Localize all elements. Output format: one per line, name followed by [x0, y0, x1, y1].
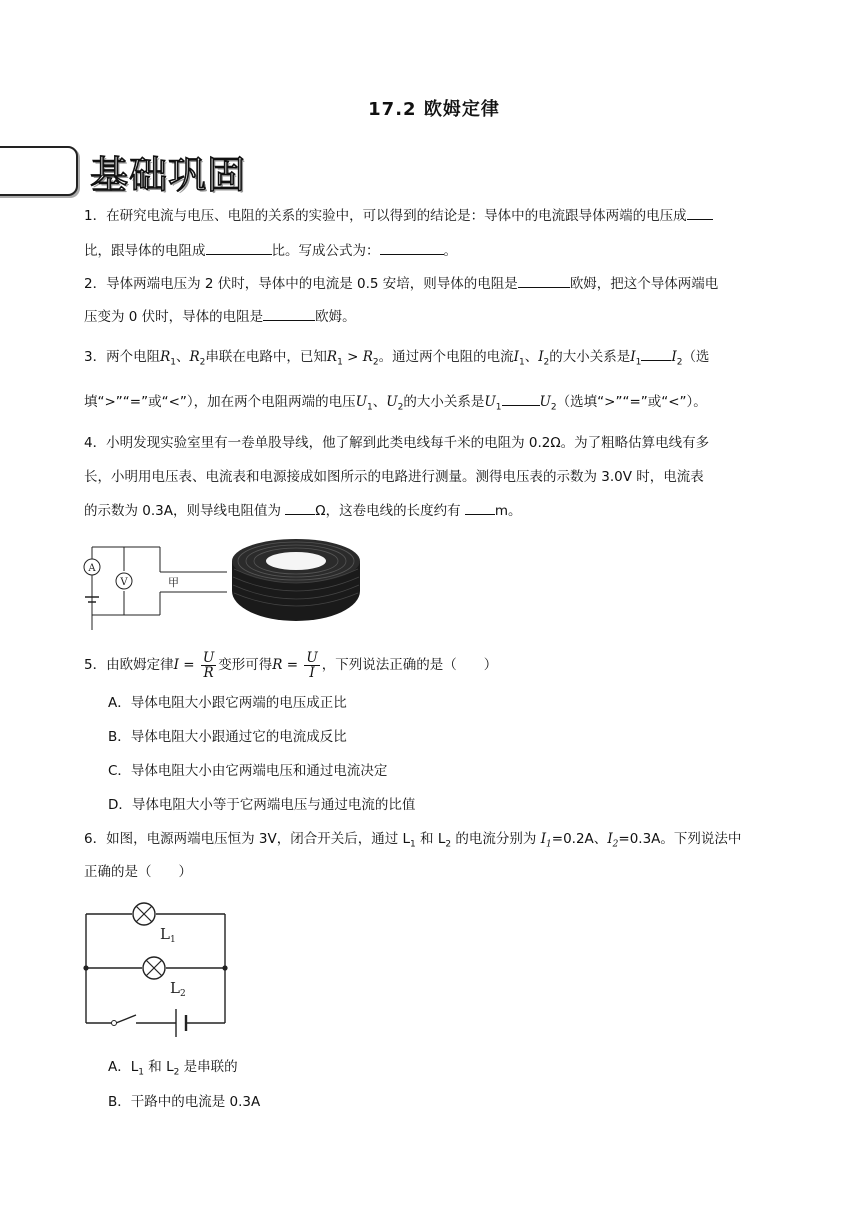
q6-circuit-figure [80, 897, 232, 1042]
q6-text-c: 的电流分别为 [451, 831, 541, 847]
q6-i1: I [540, 831, 547, 847]
q3-u1-cmp: U [484, 394, 496, 410]
q6-option-a-text-3: 是串联的 [179, 1059, 238, 1075]
q6-switch-pivot-icon [112, 1021, 117, 1026]
q4-line-1: 4．小明发现实验室里有一卷单股导线，他了解到此类电线每千米的电阻为 0.2Ω。为了粗略估算电线有多 [84, 435, 710, 451]
q2-text-1: 2．导体两端电压为 2 伏时，导体中的电流是 0.5 安培，则导体的电阻是 [84, 276, 518, 292]
q4-ammeter-label: A [88, 563, 96, 574]
q3-text-d: 的大小关系是 [549, 349, 631, 365]
q5-eq-2: = [282, 657, 303, 673]
q3-u1-sub: 1 [367, 402, 373, 413]
q3-text-b: 串联在电路中，已知 [205, 349, 327, 365]
q3-u1-cmp-sub: 1 [495, 402, 502, 413]
q5-r: R [272, 657, 283, 673]
q6-option-a[interactable] [108, 1057, 238, 1083]
q6-text-a: 6．如图，电源两端电压恒为 3V，闭合开关后，通过 L [84, 831, 411, 847]
q5-frac-2-den: I [309, 664, 315, 681]
q1-blank-2[interactable] [206, 240, 272, 255]
q3-text-f: 填“>”“=”或“<”），加在两个电阻两端的电压 [84, 394, 356, 410]
section-title: 基础巩固 [90, 153, 247, 197]
q5-frac-2-num: U [306, 649, 318, 666]
q6-line-1 [84, 829, 741, 855]
q3-comma-1: 、 [176, 349, 190, 365]
q3-i2-cmp: I [671, 349, 677, 365]
q6-text-b: 和 L [415, 831, 446, 847]
q2-line-2 [84, 306, 356, 327]
q3-gt: > [342, 349, 363, 365]
q6-i2-sub: 2 [612, 839, 619, 850]
q3-blank-1[interactable] [641, 346, 671, 361]
q4-circuit-figure [82, 535, 362, 630]
q5-option-c[interactable]: C．导体电阻大小由它两端电压和通过电流决定 [108, 763, 388, 779]
q1-line-2 [84, 240, 457, 261]
q5-frac-1 [201, 651, 216, 680]
q3-line-1 [84, 346, 709, 373]
q6-battery-icon [176, 1009, 186, 1037]
q6-text-e: =0.3A。下列说法中 [618, 831, 742, 847]
q3-r1-cmp-sub: 1 [337, 357, 343, 368]
q5-text-c: ，下列说法正确的是（ ） [321, 657, 498, 673]
q3-r2-cmp: R [362, 349, 373, 365]
q3-i2-cmp-sub: 2 [676, 357, 683, 368]
q5-text-a: 5．由欧姆定律 [84, 657, 174, 673]
lamp-l2-label: $L_2$ [170, 979, 186, 999]
q6-option-a-text-1: A．L [108, 1059, 139, 1075]
q6-junction-left-icon [83, 965, 88, 970]
q3-i1: I [513, 349, 519, 365]
q3-u2-sub: 2 [397, 402, 404, 413]
q2-blank-2[interactable] [263, 306, 315, 321]
q3-u2-cmp: U [539, 394, 551, 410]
q5-eq-1: = [178, 657, 199, 673]
q5-frac-2 [304, 651, 319, 680]
q4-text-a: 的示数为 0.3A，则导线电阻值为 [84, 503, 286, 519]
q6-option-a-text-2: 和 L [144, 1059, 174, 1075]
q6-option-a-sub-2: 2 [173, 1067, 180, 1078]
q3-u2: U [386, 394, 398, 410]
q3-r1: R [160, 349, 171, 365]
q3-text-e: （选 [682, 349, 710, 365]
q2-text-2: 欧姆，把这个导体两端电 [569, 276, 719, 292]
q3-r2: R [189, 349, 200, 365]
lamp-l2-icon [143, 957, 165, 979]
q3-comma-2: 、 [524, 349, 539, 365]
q4-line-3 [84, 500, 522, 521]
q3-i2-sub: 2 [543, 357, 550, 368]
q5-frac-1-num: U [202, 649, 215, 666]
q1-text-1: 1．在研究电流与电压、电阻的关系的实验中，可以得到的结论是：导体中的电流跟导体两端的电压成 [84, 208, 687, 224]
q3-line-2 [84, 391, 707, 418]
q5-option-d[interactable]: D．导体电阻大小等于它两端电压与通过电流的比值 [108, 797, 416, 813]
q5-option-a[interactable]: A．导体电阻大小跟它两端的电压成正比 [108, 695, 347, 711]
q3-text-c: 。通过两个电阻的电流 [378, 349, 514, 365]
wire-coil-icon [232, 539, 360, 621]
q6-sub-2: 2 [445, 839, 452, 850]
q4-wire-label: 甲 [168, 576, 179, 589]
q3-i1-sub: 1 [518, 357, 525, 368]
q6-text-d: =0.2A、 [551, 831, 608, 847]
q1-text-3: 比。写成公式为： [271, 243, 380, 259]
q6-line-2: 正确的是（ ） [84, 864, 192, 880]
q1-blank-3[interactable] [380, 240, 444, 255]
q3-i2: I [538, 349, 544, 365]
q5-text-b: 变形可得 [218, 657, 273, 673]
q3-r2-cmp-sub: 2 [372, 357, 379, 368]
q2-text-3: 压变为 0 伏时，导体的电阻是 [84, 309, 264, 325]
section-badge-frame [0, 146, 78, 196]
q4-blank-2[interactable] [465, 500, 495, 515]
lamp-l1-label: $L_1$ [160, 925, 176, 945]
q1-line-1 [84, 205, 713, 226]
q6-option-b[interactable]: B．干路中的电流是 0.3A [108, 1094, 261, 1110]
q3-r2-sub: 2 [199, 357, 206, 368]
q3-text-a: 3．两个电阻 [84, 349, 161, 365]
q3-u1: U [355, 394, 368, 410]
lamp-l1-icon [133, 903, 155, 925]
q5-frac-1-den: R [203, 664, 214, 681]
q3-r1-cmp: R [326, 349, 338, 365]
q5-i: I [173, 657, 179, 673]
q6-option-a-sub-1: 1 [138, 1067, 144, 1078]
q1-text-4: 。 [443, 243, 457, 259]
q1-text-2: 比，跟导体的电阻成 [84, 243, 206, 259]
q3-i1-cmp: I [630, 349, 636, 365]
q2-text-4: 欧姆。 [315, 309, 356, 325]
q3-blank-2[interactable] [502, 391, 540, 406]
q6-sub-1: 1 [410, 839, 416, 850]
q6-switch-blade [116, 1015, 136, 1023]
q3-text-g: 的大小关系是 [403, 394, 485, 410]
q5-line-1 [84, 650, 497, 680]
q3-i1-cmp-sub: 1 [635, 357, 642, 368]
q3-comma-3: 、 [372, 394, 387, 410]
q5-option-b[interactable]: B．导体电阻大小跟通过它的电流成反比 [108, 729, 347, 745]
q2-line-1 [84, 273, 718, 294]
q4-blank-1[interactable] [285, 500, 315, 515]
q4-voltmeter-label: V [120, 577, 128, 588]
q3-r1-sub: 1 [170, 357, 176, 368]
q4-text-c: m。 [494, 503, 522, 519]
q4-line-2: 长，小明用电压表、电流表和电源接成如图所示的电路进行测量。测得电压表的示数为 3.0V 时，电流表 [84, 469, 704, 485]
q1-blank-1[interactable] [687, 205, 713, 220]
q6-junction-right-icon [222, 965, 227, 970]
q6-i1-sub: 1 [546, 839, 552, 850]
q2-blank-1[interactable] [518, 273, 570, 288]
q6-i2: I [607, 831, 613, 847]
q3-u2-cmp-sub: 2 [550, 402, 557, 413]
q4-text-b: Ω，这卷电线的长度约有 [315, 503, 465, 519]
page-title: 17.2 欧姆定律 [368, 99, 500, 120]
q3-text-h: （选填“>”“=”或“<”）。 [556, 394, 707, 410]
